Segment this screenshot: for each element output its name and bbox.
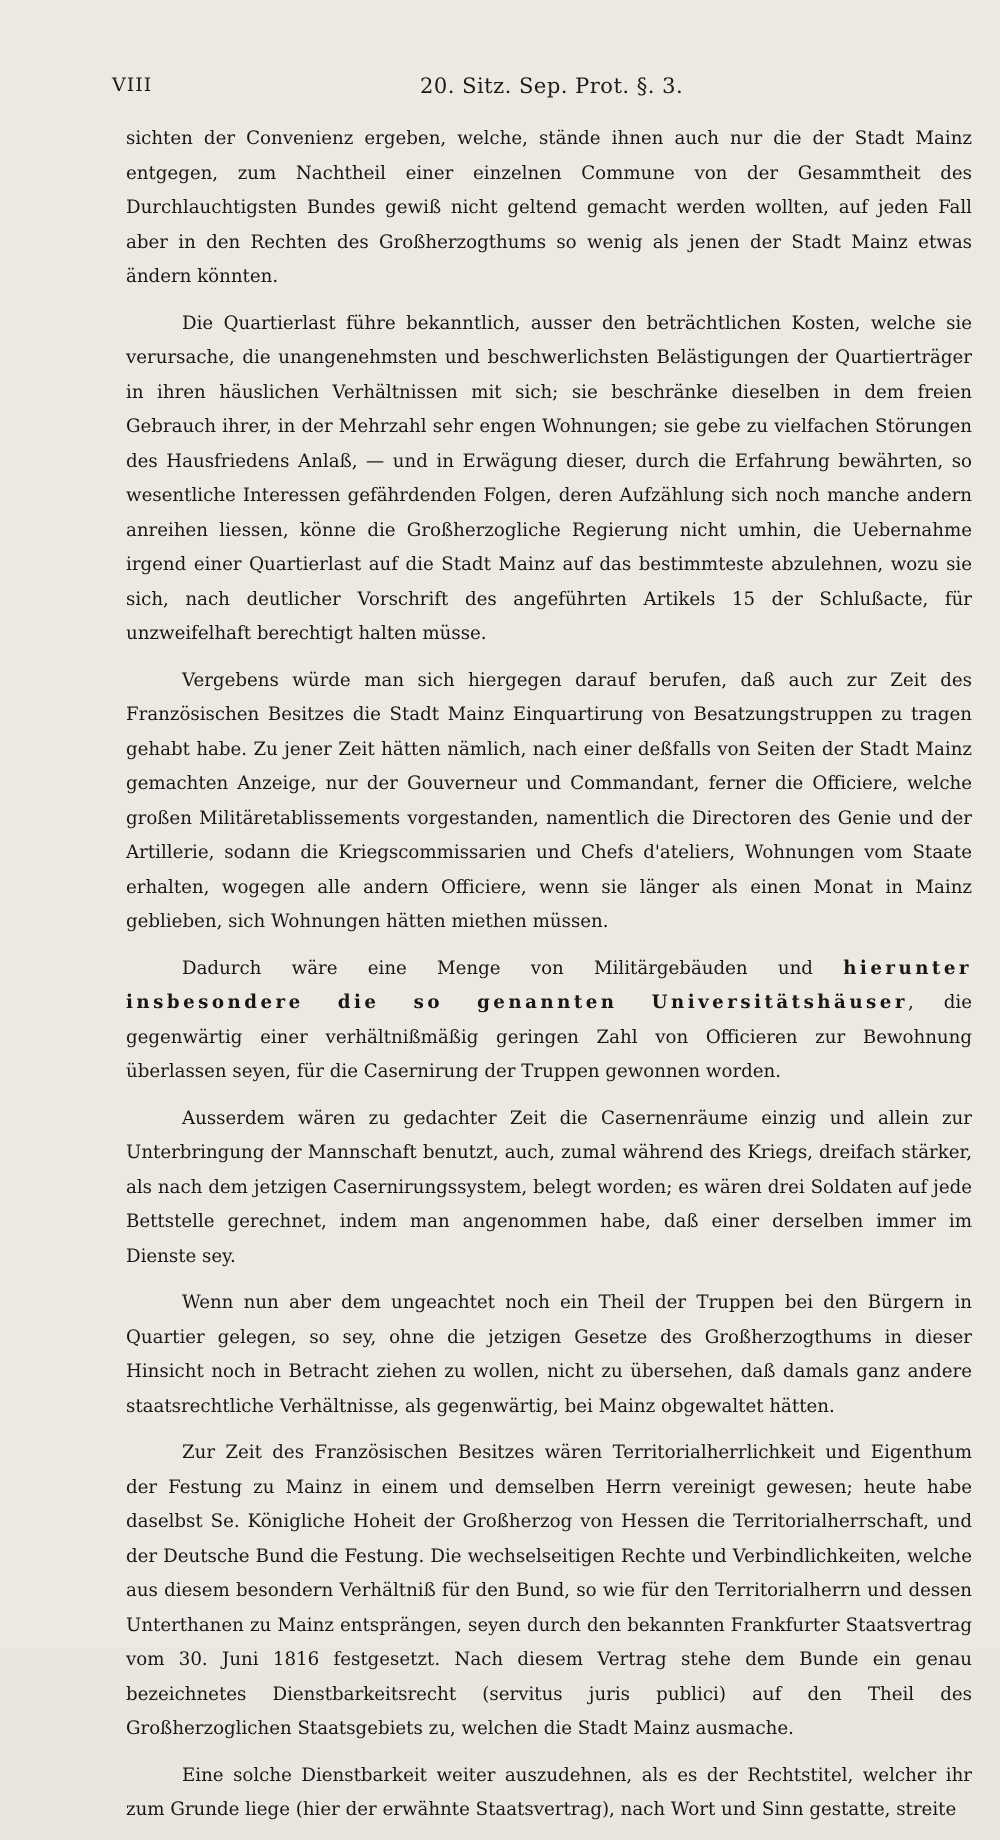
paragraph: sichten der Convenienz ergeben, welche, stände ihnen auch nur die der Stadt Mainz entgegen, zum Nachtheil einer einzelnen Commune von der Gesammtheit des Durchlauchtigsten Bundes gewiß nicht geltend gemacht werden wollten, auf jeden Fall aber in den Rechten des Großherzogthums so wenig als jenen der Stadt Mainz etwas ändern könnten. (126, 128, 972, 287)
body-text (126, 122, 972, 1840)
paragraph: Vergebens würde man sich hiergegen darauf berufen, daß auch zur Zeit des Französischen Besitzes die Stadt Mainz Einquartirung von Besatzungstruppen zu tragen gehabt habe. Zu jener Zeit hätten nämlich, nach einer deßfalls von Seiten der Stadt Mainz gemachten Anzeige, nur der Gouverneur und Commandant, ferner die Officiere, welche großen Militäretablissements vorgestanden, namentlich die Directoren des Genie und der Artillerie, sodann die Kriegscommissarien und Chefs d'ateliers, Wohnungen vom Staate erhalten, wogegen alle andern Officiere, wenn sie länger als einen Monat in Mainz geblieben, sich Wohnungen hätten miethen müssen. (126, 669, 972, 932)
paragraph: Wenn nun aber dem ungeachtet noch ein Theil der Truppen bei den Bürgern in Quartier gelegen, so sey, ohne die jetzigen Gesetze des Großherzogthums in dieser Hinsicht noch in Betracht ziehen zu wollen, nicht zu übersehen, daß damals ganz andere staatsrechtliche Verhältnisse, als gegenwärtig, bei Mainz obgewaltet hätten. (126, 1292, 972, 1417)
paragraph: Eine solche Dienstbarkeit weiter auszudehnen, als es der Rechtstitel, welcher ihr zum Grunde liege (hier der erwähnte Staatsvertrag), nach Wort und Sinn gestatte, streite (126, 1764, 972, 1820)
paragraph: Ausserdem wären zu gedachter Zeit die Casernenräume einzig und allein zur Unterbringung der Mannschaft benutzt, auch, zumal während des Kriegs, dreifach stärker, als nach dem jetzigen Casernirungssystem, belegt worden; es wären drei Soldaten auf jede Bettstelle gerechnet, indem man angenommen habe, daß einer derselben immer im Dienste sey. (126, 1107, 972, 1267)
page-header (112, 74, 882, 104)
page-number: VIII (112, 74, 153, 96)
paragraph: Die Quartierlast führe bekanntlich, ausser den beträchtlichen Kosten, welche sie verursache, die unangenehmsten und beschwerlichsten Belästigungen der Quartierträger in ihren häuslichen Verhältnissen mit sich; sie beschränke dieselben in dem freien Gebrauch ihrer, in der Mehrzahl sehr engen Wohnungen; sie gebe zu vielfachen Störungen des Hausfriedens Anlaß, — und in Erwägung dieser, durch die Erfahrung bewährten, so wesentliche Interessen gefährdenden Folgen, deren Aufzählung sich noch manche andern anreihen liessen, könne die Großherzogliche Regierung nicht umhin, die Uebernahme irgend einer Quartierlast auf die Stadt Mainz auf das bestimmteste abzulehnen, wozu sie sich, nach deutlicher Vorschrift des angeführten Artikels 15 der Schlußacte, für unzweifelhaft berechtigt halten müsse. (126, 312, 972, 644)
paragraph (126, 952, 972, 1090)
paragraph: Zur Zeit des Französischen Besitzes wären Territorialherrlichkeit und Eigenthum der Festung zu Mainz in einem und demselben Herrn vereinigt gewesen; heute habe daselbst Se. Königliche Hoheit der Großherzog von Hessen die Territorialherrschaft, und der Deutsche Bund die Festung. Die wechselseitigen Rechte und Verbindlichkeiten, welche aus diesem besondern Verhältniß für den Bund, so wie für den Territorialherrn und dessen Unterthanen zu Mainz entsprängen, seyen durch den bekannten Frankfurter Staatsvertrag vom 30. Juni 1816 festgesetzt. Nach diesem Vertrag stehe dem Bunde ein genau bezeichnetes Dienstbarkeitsrecht (servitus juris publici) auf den Theil des Großherzoglichen Staatsgebiets zu, welchen die Stadt Mainz ausmache. (126, 1442, 972, 1739)
paragraph-text: , die gegenwärtig einer verhältnißmäßig geringen Zahl von Officieren zur Bewohnung überlassen seyen, für die Casernirung der Truppen gewonnen worden. (126, 992, 972, 1082)
emphasized-text: hierunter insbesondere die so genannten Universitätshäuser (126, 957, 972, 1013)
running-title: 20. Sitz. Sep. Prot. §. 3. (420, 74, 684, 98)
paragraph-text: Dadurch wäre eine Menge von Militärgebäuden und (182, 957, 844, 979)
